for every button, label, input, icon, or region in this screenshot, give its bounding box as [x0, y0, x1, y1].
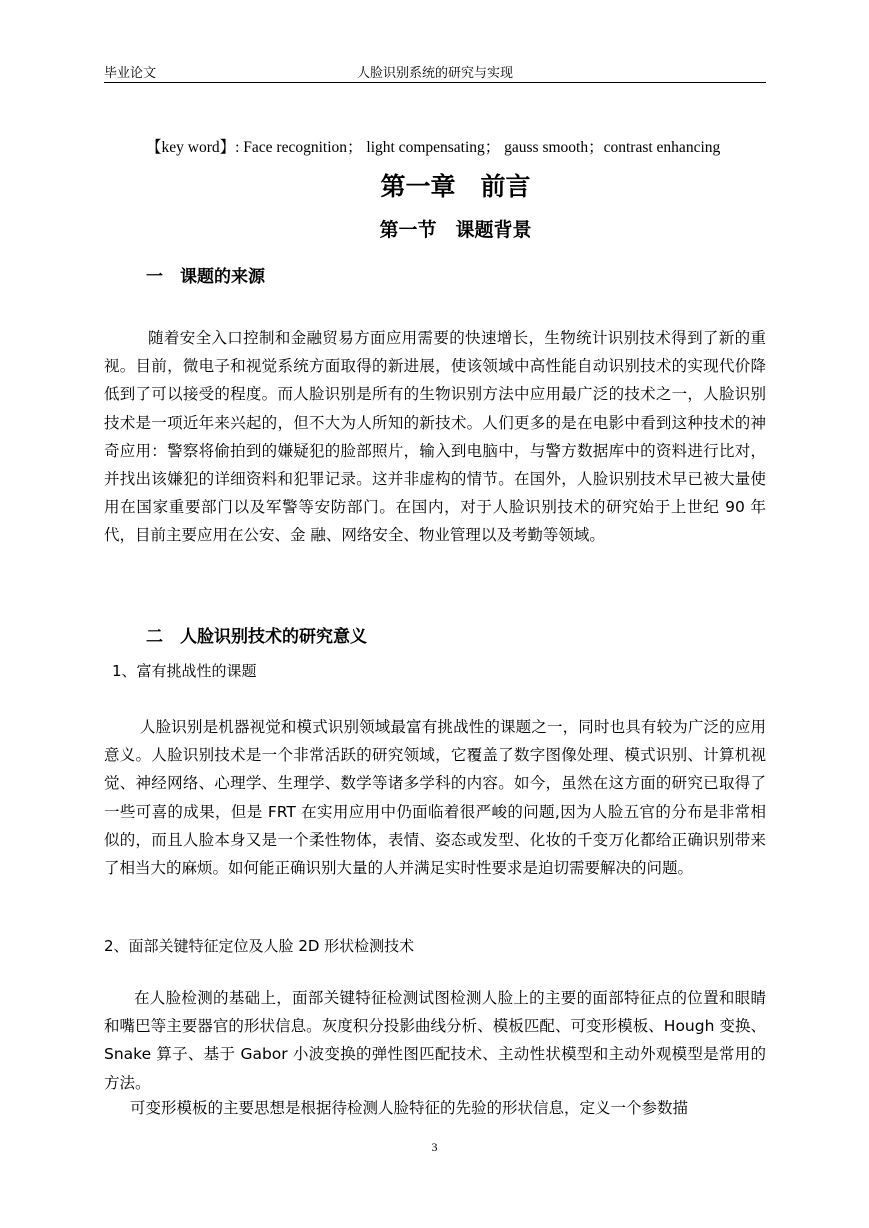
section-title — [0, 215, 869, 242]
header-title: 人脸识别系统的研究与实现 — [356, 66, 513, 81]
subheading-challenge: 1、富有挑战性的课题 — [112, 662, 257, 680]
page-number: 3 — [431, 1140, 438, 1154]
chapter-title — [0, 167, 869, 203]
chapter-title-text: 第一章 前言 — [380, 172, 531, 201]
keywords-line: 【key word】: Face recognition； light compensating； gauss smooth；contrast enhancing — [146, 139, 721, 156]
paragraph-deformable-template: 可变形模板的主要思想是根据待检测人脸特征的先验的形状信息，定义一个参数描 — [130, 1099, 689, 1117]
section-title-text: 第一节 课题背景 — [379, 219, 532, 241]
heading-source: 一 课题的来源 — [146, 267, 265, 287]
page-header — [104, 60, 766, 82]
paragraph-source: 随着安全入口控制和金融贸易方面应用需要的快速增长，生物统计识别技术得到了新的重视。目前，微电子和视觉系统方面取得的新进展，使该领域中高性能自动识别技术的实现代价降低到了可以接受的程度。而人脸识别是所有的生物识别方法中应用最广泛的技术之一，人脸识别技术是一项近年来兴起的，但不大为人所知的新技术。人们更多的是在电影中看到这种技术的神奇应用：警察将偷拍到的嫌疑犯的脸部照片，输入到电脑中，与警方数据库中的资料进行比对，并找出该嫌犯的详细资料和犯罪记录。这并非虚构的情节。在国外，人脸识别技术早已被大量使用在国家重要部门以及军警等安防部门。在国内，对于人脸识别技术的研究始于上世纪 90 年代，目前主要应用在公安、金 融、网络安全、物业管理以及考勤等领域。 — [104, 329, 766, 545]
paragraph-challenge: 人脸识别是机器视觉和模式识别领域最富有挑战性的课题之一，同时也具有较为广泛的应用意义。人脸识别技术是一个非常活跃的研究领域，它覆盖了数字图像处理、模式识别、计算机视觉、神经网络、心理学、生理学、数学等诸多学科的内容。如今，虽然在这方面的研究已取得了一些可喜的成果，但是 FRT 在实用应用中仍面临着很严峻的问题,因为人脸五官的分布是非常相似的，而且人脸本身又是一个柔性物体，表情、姿态或发型、化妆的千变万化都给正确识别带来了相当大的麻烦。如何能正确识别大量的人并满足实时性要求是迫切需要解决的问题。 — [104, 718, 766, 878]
paragraph-feature-location: 在人脸检测的基础上，面部关键特征检测试图检测人脸上的主要的面部特征点的位置和眼睛和嘴巴等主要器官的形状信息。灰度积分投影曲线分析、模板匹配、可变形模板、Hough 变换、Snake 算子、基于 Gabor 小波变换的弹性图匹配技术、主动性状模型和主动外观模型是常用的方法。 — [104, 989, 766, 1092]
header-rule — [104, 82, 766, 83]
heading-significance: 二 人脸识别技术的研究意义 — [146, 627, 367, 647]
header-left-text: 毕业论文 — [104, 66, 157, 81]
subheading-feature-location: 2、面部关键特征定位及人脸 2D 形状检测技术 — [104, 937, 415, 955]
